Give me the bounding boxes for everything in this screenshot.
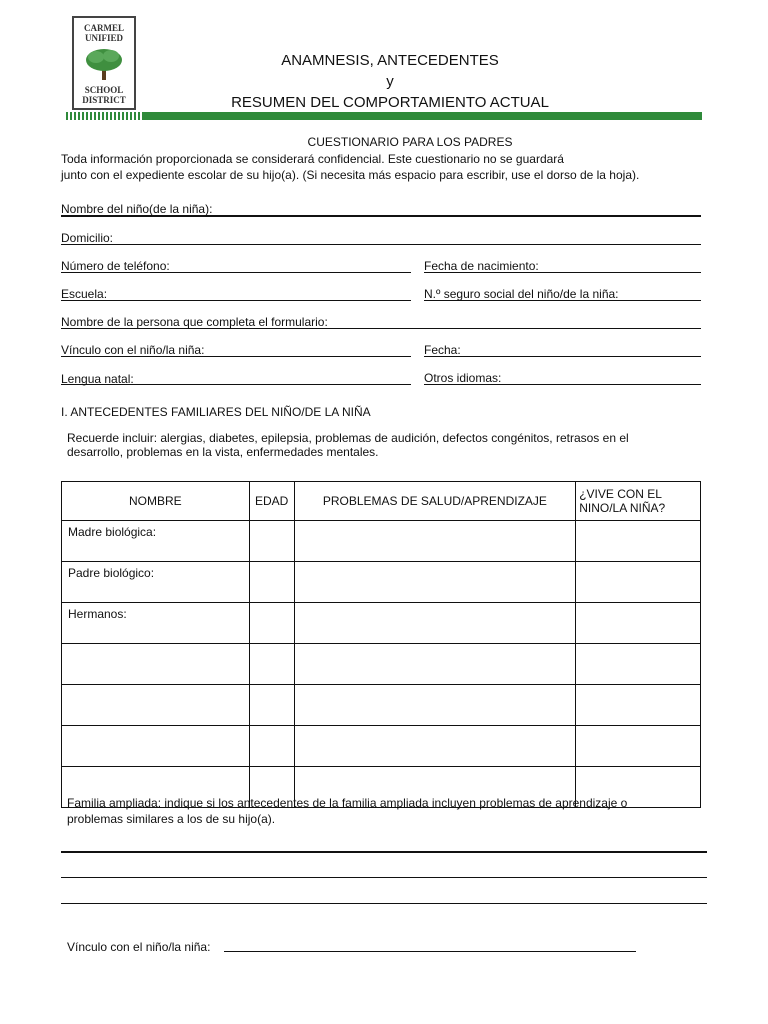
table-row — [62, 726, 701, 767]
header-divider — [66, 112, 702, 120]
intro-line-2: junto con el expediente escolar de su hijo(a). (Si necesita más espacio para escribir, use el dorso de la hoja). — [61, 168, 640, 182]
field-label-child-name: Nombre del niño(de la niña): — [61, 202, 213, 216]
cell-age[interactable] — [249, 521, 294, 562]
extended-family-answer-line-3[interactable] — [61, 903, 707, 904]
cell-lives[interactable] — [576, 603, 701, 644]
questionnaire-subtitle: CUESTIONARIO PARA LOS PADRES — [307, 135, 513, 149]
logo-text-school: SCHOOL — [84, 85, 124, 95]
extended-family-answer-line-2[interactable] — [61, 877, 707, 878]
cell-problems[interactable] — [294, 562, 576, 603]
section-note-line-1: Recuerde incluir: alergias, diabetes, epilepsia, problemas de audición, defectos congénitos, retrasos en el — [67, 431, 629, 445]
logo-text-unified: UNIFIED — [84, 33, 123, 43]
table-row — [62, 603, 701, 644]
cell-lives[interactable] — [576, 726, 701, 767]
title-line-2: y — [386, 73, 394, 90]
cell-lives[interactable] — [576, 521, 701, 562]
cell-name[interactable]: Hermanos: — [62, 603, 250, 644]
cell-problems[interactable] — [294, 685, 576, 726]
table-row — [62, 685, 701, 726]
cell-age[interactable] — [249, 562, 294, 603]
cell-name[interactable] — [62, 685, 250, 726]
cell-age[interactable] — [249, 603, 294, 644]
column-header-age: EDAD — [249, 482, 294, 521]
field-label-relationship: Vínculo con el niño/la niña: — [61, 343, 205, 357]
title-line-3: RESUMEN DEL COMPORTAMIENTO ACTUAL — [231, 94, 549, 111]
table-row — [62, 521, 701, 562]
field-line-other-languages[interactable] — [424, 384, 701, 385]
field-label-phone: Número de teléfono: — [61, 259, 170, 273]
school-district-logo — [72, 16, 136, 110]
cell-name[interactable] — [62, 726, 250, 767]
field-label-school: Escuela: — [61, 287, 108, 301]
extended-relationship-line[interactable] — [224, 951, 636, 952]
extended-family-line-1: Familia ampliada: indique si los antecedentes de la familia ampliada incluyen problemas de aprendizaje o — [67, 796, 628, 810]
intro-line-1: Toda información proporcionada se considerará confidencial. Este cuestionario no se guardará — [61, 152, 564, 166]
extended-family-line-2: problemas similares a los de su hijo(a). — [67, 812, 276, 826]
column-header-health-problems: PROBLEMAS DE SALUD/APRENDIZAJE — [294, 482, 576, 521]
column-header-lives-with-child — [576, 482, 701, 521]
field-line-school[interactable] — [61, 300, 411, 301]
field-line-form-completer[interactable] — [61, 328, 701, 329]
field-line-phone[interactable] — [61, 272, 411, 273]
field-label-native-language: Lengua natal: — [61, 372, 134, 386]
cell-problems[interactable] — [294, 603, 576, 644]
extended-family-answer-line-1[interactable] — [61, 851, 707, 853]
tree-icon — [84, 46, 124, 82]
cell-lives[interactable] — [576, 685, 701, 726]
cell-name[interactable]: Madre biológica: — [62, 521, 250, 562]
field-line-native-language[interactable] — [61, 384, 411, 385]
cell-age[interactable] — [249, 644, 294, 685]
column-header-lives-line-2: NINO/LA NIÑA? — [579, 501, 666, 515]
cell-lives[interactable] — [576, 644, 701, 685]
title-line-1: ANAMNESIS, ANTECEDENTES — [281, 52, 499, 69]
field-label-form-completer: Nombre de la persona que completa el formulario: — [61, 315, 328, 329]
table-row — [62, 562, 701, 603]
column-header-lives-line-1: ¿VIVE CON EL — [579, 487, 662, 501]
cell-name[interactable] — [62, 644, 250, 685]
section-note-line-2: desarrollo, problemas en la vista, enfermedades mentales. — [67, 445, 379, 459]
logo-text-carmel: CARMEL — [84, 23, 124, 33]
table-header-row — [62, 482, 701, 521]
field-line-birthdate[interactable] — [424, 272, 701, 273]
field-label-birthdate: Fecha de nacimiento: — [424, 259, 539, 273]
cell-problems[interactable] — [294, 521, 576, 562]
cell-lives[interactable] — [576, 562, 701, 603]
field-line-date[interactable] — [424, 356, 701, 357]
logo-text-district: DISTRICT — [82, 95, 126, 105]
cell-age[interactable] — [249, 685, 294, 726]
field-line-child-name[interactable] — [61, 215, 701, 217]
family-history-table — [61, 481, 701, 808]
cell-problems[interactable] — [294, 644, 576, 685]
extended-relationship-label: Vínculo con el niño/la niña: — [67, 940, 211, 954]
field-label-social-security: N.º seguro social del niño/de la niña: — [424, 287, 619, 301]
field-label-other-languages: Otros idiomas: — [424, 371, 502, 385]
field-label-address: Domicilio: — [61, 231, 114, 245]
section-heading-family-history: I. ANTECEDENTES FAMILIARES DEL NIÑO/DE LA NIÑA — [61, 405, 371, 419]
column-header-name: NOMBRE — [62, 482, 250, 521]
table-row — [62, 644, 701, 685]
field-line-social-security[interactable] — [424, 300, 701, 301]
cell-age[interactable] — [249, 726, 294, 767]
cell-problems[interactable] — [294, 726, 576, 767]
cell-name[interactable]: Padre biológico: — [62, 562, 250, 603]
field-line-address[interactable] — [61, 244, 701, 245]
field-label-date: Fecha: — [424, 343, 461, 357]
field-line-relationship[interactable] — [61, 356, 411, 357]
